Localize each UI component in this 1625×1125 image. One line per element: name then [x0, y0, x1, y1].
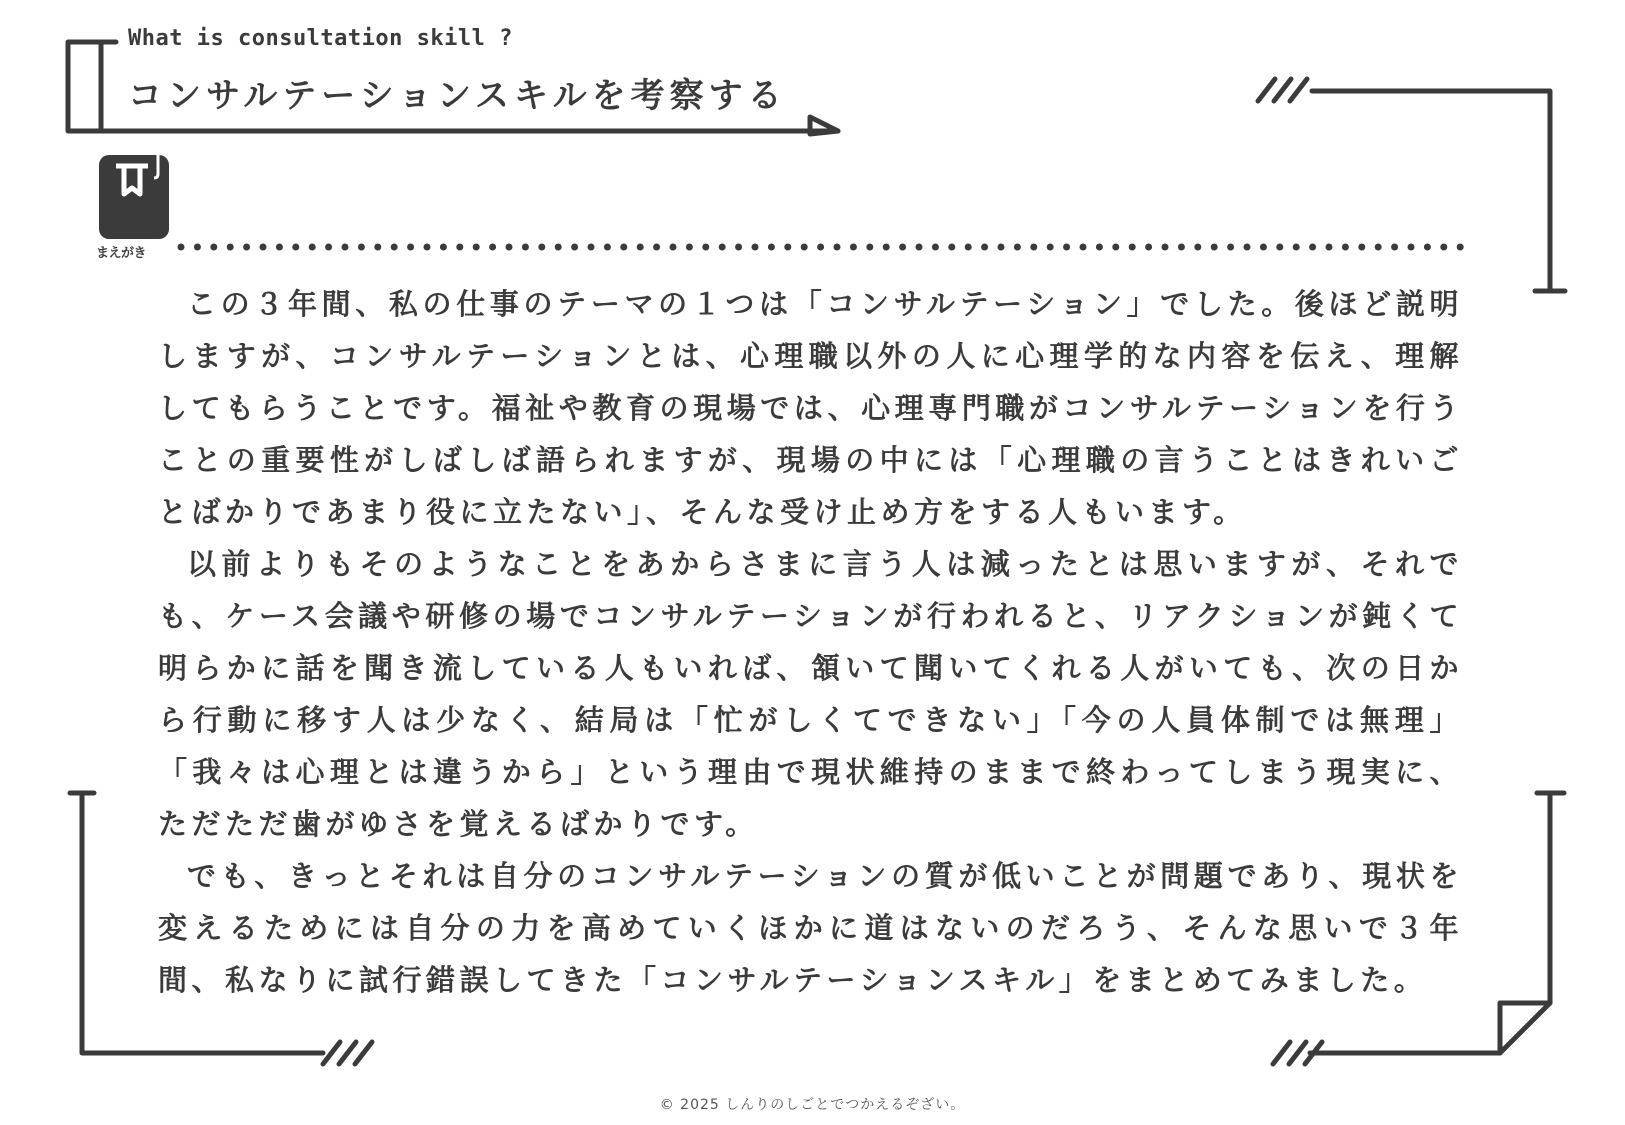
page-title: コンサルテーションスキルを考察する — [128, 76, 787, 116]
body-text — [158, 278, 1463, 1006]
paragraph: この３年間、私の仕事のテーマの１つは「コンサルテーション」でした。後ほど説明しますが、コンサルテーションとは、心理職以外の人に心理学的な内容を伝え、理解してもらうことです。福祉や教育の現場では、心理専門職がコンサルテーションを行うことの重要性がしばしば語られますが、現場の中には「心理職の言うことはきれいごとばかりであまり役に立たない」、そんな受け止め方をする人もいます。 — [158, 287, 1463, 529]
book-icon — [98, 154, 172, 244]
header-subtitle: What is consultation skill ? — [128, 26, 513, 51]
copyright-footer: © 2025 しんりのしごとでつかえるぞざい。 — [659, 1097, 966, 1113]
section-label: まえがき — [96, 246, 147, 261]
paragraph: 以前よりもそのようなことをあからさまに言う人は減ったとは思いますが、それでも、ケース会議や研修の場でコンサルテーションが行われると、リアクションが鈍くて明らかに話を聞き流している人もいれば、頷いて聞いてくれる人がいても、次の日から行動に移す人は少なく、結局は「忙がしくてできない」「今の人員体制では無理」「我々は心理とは違うから」という理由で現状維持のままで終わってしまう現実に、ただただ歯がゆさを覚えるばかりです。 — [158, 547, 1463, 841]
paragraph: でも、きっとそれは自分のコンサルテーションの質が低いことが問題であり、現状を変えるためには自分の力を高めていくほかに道はないのだろう、そんな思いで３年間、私なりに試行錯誤してきた「コンサルテーションスキル」をまとめてみました。 — [158, 859, 1463, 997]
